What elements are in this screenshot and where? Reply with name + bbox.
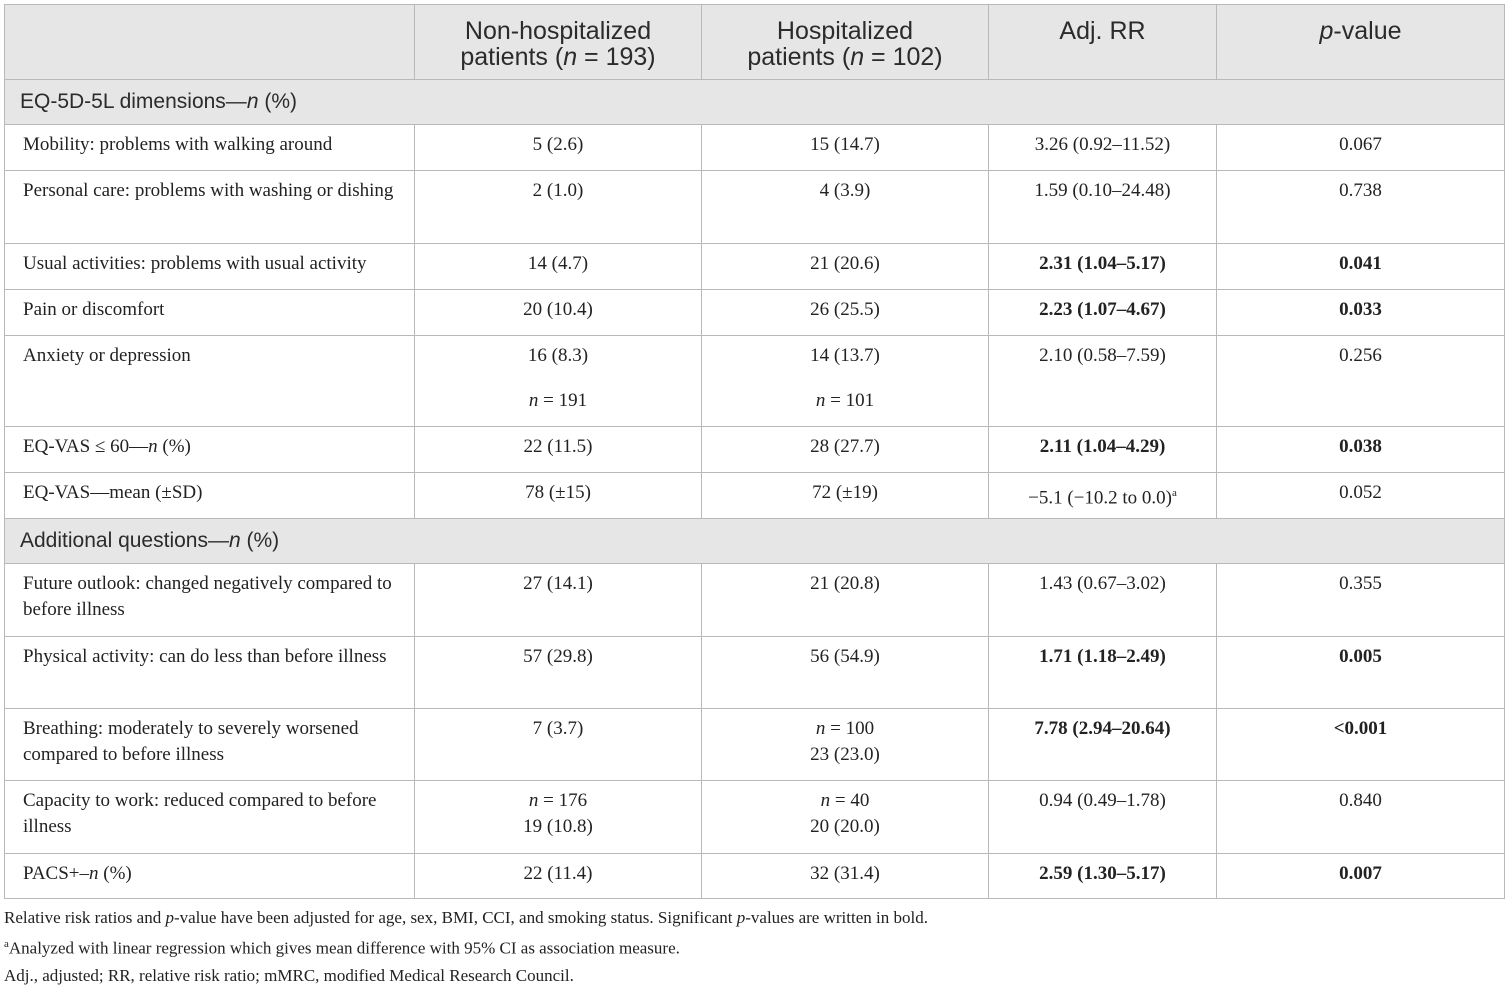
table-footnotes bbox=[4, 904, 1504, 989]
adj-rr-value: 2.59 (1.30–5.17) bbox=[989, 854, 1217, 899]
table-row-future-outlook bbox=[5, 564, 1505, 637]
non-hospitalized-value: 27 (14.1) bbox=[415, 564, 702, 637]
non-hospitalized-value: 7 (3.7) bbox=[415, 709, 702, 781]
row-label: Anxiety or depression bbox=[5, 336, 415, 427]
table-row-breathing bbox=[5, 709, 1505, 781]
results-table-container bbox=[4, 4, 1504, 899]
non-hospitalized-value: 5 (2.6) bbox=[415, 125, 702, 171]
row-label: EQ-VAS—mean (±SD) bbox=[5, 473, 415, 519]
row-label: Mobility: problems with walking around bbox=[5, 125, 415, 171]
adj-rr-value: 3.26 (0.92–11.52) bbox=[989, 125, 1217, 171]
non-hospitalized-value: n = 176 19 (10.8) bbox=[415, 781, 702, 854]
header-non-hospitalized: Non-hospitalized patients (n = 193) bbox=[415, 5, 702, 80]
adj-rr-value: 1.71 (1.18–2.49) bbox=[989, 637, 1217, 709]
non-hospitalized-value: 57 (29.8) bbox=[415, 637, 702, 709]
non-hospitalized-value: 20 (10.4) bbox=[415, 290, 702, 336]
non-hospitalized-value: 22 (11.4) bbox=[415, 854, 702, 899]
row-label: Personal care: problems with washing or dishing bbox=[5, 171, 415, 244]
non-hospitalized-value: 2 (1.0) bbox=[415, 171, 702, 244]
header-hospitalized: Hospitalized patients (n = 102) bbox=[702, 5, 989, 80]
hospitalized-value: 21 (20.8) bbox=[702, 564, 989, 637]
row-label: Capacity to work: reduced compared to before illness bbox=[5, 781, 415, 854]
p-value: 0.355 bbox=[1217, 564, 1505, 637]
header-row bbox=[5, 5, 1505, 80]
hospitalized-value: 21 (20.6) bbox=[702, 244, 989, 290]
row-label: Future outlook: changed negatively compared to before illness bbox=[5, 564, 415, 637]
row-label: EQ-VAS ≤ 60—n (%) bbox=[5, 427, 415, 473]
footnote-a: $^a$Analyzed with linear regression which gives mean difference with 95% CI as association measure. bbox=[4, 938, 680, 958]
header-p-value: p-value bbox=[1217, 5, 1505, 80]
non-hospitalized-value: 16 (8.3) n = 191 bbox=[415, 336, 702, 427]
p-value: 0.052 bbox=[1217, 473, 1505, 519]
non-hospitalized-value: 14 (4.7) bbox=[415, 244, 702, 290]
p-value: 0.033 bbox=[1217, 290, 1505, 336]
hospitalized-value: 15 (14.7) bbox=[702, 125, 989, 171]
footnote-abbreviations: Adj., adjusted; RR, relative risk ratio; mMRC, modified Medical Research Council. bbox=[4, 965, 574, 985]
p-value: 0.840 bbox=[1217, 781, 1505, 854]
adj-rr-value: 7.78 (2.94–20.64) bbox=[989, 709, 1217, 781]
row-label: Physical activity: can do less than before illness bbox=[5, 637, 415, 709]
row-label: PACS+–n (%) bbox=[5, 854, 415, 899]
hospitalized-value: 56 (54.9) bbox=[702, 637, 989, 709]
table-row-mobility bbox=[5, 125, 1505, 171]
table-row-pacs bbox=[5, 854, 1505, 899]
hospitalized-value: 32 (31.4) bbox=[702, 854, 989, 899]
hospitalized-value: 26 (25.5) bbox=[702, 290, 989, 336]
hospitalized-value: n = 100 23 (23.0) bbox=[702, 709, 989, 781]
header-blank bbox=[5, 5, 415, 80]
table-row-eq-vas-mean bbox=[5, 473, 1505, 519]
adj-rr-value: 2.11 (1.04–4.29) bbox=[989, 427, 1217, 473]
p-value: 0.038 bbox=[1217, 427, 1505, 473]
table-row-eq-vas-60 bbox=[5, 427, 1505, 473]
p-value: 0.007 bbox=[1217, 854, 1505, 899]
table-row-personal-care bbox=[5, 171, 1505, 244]
section-eq5d-label: EQ-5D-5L dimensions—n (%) bbox=[5, 80, 1505, 125]
non-hospitalized-value: 22 (11.5) bbox=[415, 427, 702, 473]
p-value: 0.738 bbox=[1217, 171, 1505, 244]
adj-rr-value: 1.43 (0.67–3.02) bbox=[989, 564, 1217, 637]
p-value: 0.256 bbox=[1217, 336, 1505, 427]
hospitalized-value: 4 (3.9) bbox=[702, 171, 989, 244]
adj-rr-value: 2.10 (0.58–7.59) bbox=[989, 336, 1217, 427]
adj-rr-value: −5.1 (−10.2 to 0.0)$^a$ bbox=[989, 473, 1217, 519]
adj-rr-value: 2.23 (1.07–4.67) bbox=[989, 290, 1217, 336]
hospitalized-value: 28 (27.7) bbox=[702, 427, 989, 473]
adj-rr-value: 0.94 (0.49–1.78) bbox=[989, 781, 1217, 854]
footnote-adjustment: Relative risk ratios and p-value have been adjusted for age, sex, BMI, CCI, and smoking status. Significant p-values are written in bold. bbox=[4, 908, 928, 927]
hospitalized-value: n = 40 20 (20.0) bbox=[702, 781, 989, 854]
adj-rr-value: 1.59 (0.10–24.48) bbox=[989, 171, 1217, 244]
row-label: Usual activities: problems with usual activity bbox=[5, 244, 415, 290]
header-adj-rr: Adj. RR bbox=[989, 5, 1217, 80]
table-row-capacity-to-work bbox=[5, 781, 1505, 854]
row-label: Breathing: moderately to severely worsened compared to before illness bbox=[5, 709, 415, 781]
table-row-usual-activities bbox=[5, 244, 1505, 290]
row-label: Pain or discomfort bbox=[5, 290, 415, 336]
non-hospitalized-value: 78 (±15) bbox=[415, 473, 702, 519]
adj-rr-value: 2.31 (1.04–5.17) bbox=[989, 244, 1217, 290]
p-value: <0.001 bbox=[1217, 709, 1505, 781]
section-eq5d bbox=[5, 80, 1505, 125]
hospitalized-value: 14 (13.7) n = 101 bbox=[702, 336, 989, 427]
p-value: 0.005 bbox=[1217, 637, 1505, 709]
table-row-pain bbox=[5, 290, 1505, 336]
table-row-physical-activity bbox=[5, 637, 1505, 709]
results-table bbox=[4, 4, 1505, 899]
hospitalized-value: 72 (±19) bbox=[702, 473, 989, 519]
p-value: 0.041 bbox=[1217, 244, 1505, 290]
section-additional bbox=[5, 519, 1505, 564]
p-value: 0.067 bbox=[1217, 125, 1505, 171]
section-additional-label: Additional questions—n (%) bbox=[5, 519, 1505, 564]
table-row-anxiety bbox=[5, 336, 1505, 427]
